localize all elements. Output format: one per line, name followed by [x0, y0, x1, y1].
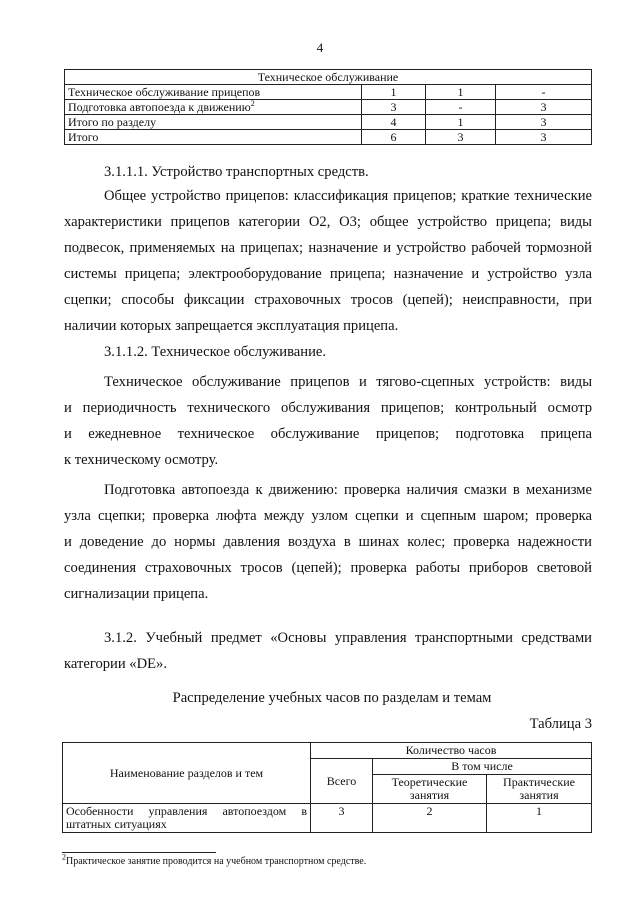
paragraph-line: Техническое обслуживание прицепов и тягово-сцепных устройств: виды	[104, 374, 592, 390]
row-total: 3	[362, 100, 426, 115]
col-header-name: Наименование разделов и тем	[63, 743, 311, 804]
paragraph-line: и доведение до нормы давления воздуха в шинах колес; проверка надежности	[64, 534, 592, 550]
paragraph-line: узла сцепки; проверка люфта между узлом сцепки и сцепным шаром; проверка	[64, 508, 592, 524]
row-name: Особенности управления автопоездом в штатных ситуациях	[63, 804, 311, 833]
table-row	[65, 115, 592, 130]
section-heading-3112: 3.1.1.2. Техническое обслуживание.	[104, 344, 326, 360]
paragraph-line: наличии которых запрещается эксплуатация прицепа.	[64, 318, 399, 334]
row-theory: 1	[426, 85, 496, 100]
row-total: 6	[362, 130, 426, 145]
table-caption: Таблица 3	[529, 716, 592, 732]
row-name: Итого по разделу	[65, 115, 362, 130]
row-practice: 3	[496, 100, 592, 115]
page-number: 4	[316, 40, 324, 55]
row-name-cell	[65, 100, 362, 115]
row-practice: -	[496, 85, 592, 100]
row-name: Итого	[65, 130, 362, 145]
section-heading-3111: 3.1.1.1. Устройство транспортных средств.	[104, 164, 369, 180]
paragraph-line: соединения страховочных тросов (цепей); проверка работы приборов световой	[64, 560, 592, 576]
row-theory: 1	[426, 115, 496, 130]
table-row	[65, 100, 592, 115]
row-total: 3	[311, 804, 373, 833]
row-theory: 2	[373, 804, 487, 833]
col-header-total: Всего	[311, 759, 373, 804]
table-row	[65, 85, 592, 100]
col-header-theory: Теоретические занятия	[373, 775, 487, 804]
section-heading-312: 3.1.2. Учебный предмет «Основы управления транспортными средствами	[104, 630, 592, 646]
distribution-title: Распределение учебных часов по разделам и темам	[172, 690, 492, 706]
paragraph-line: к техническому осмотру.	[64, 452, 219, 468]
table-header-row	[65, 70, 592, 85]
col-header-including: В том числе	[373, 759, 592, 775]
footnote-mark: 2	[62, 852, 66, 862]
paragraph-line: сигнализации прицепа.	[64, 586, 209, 602]
paragraph-line: Общее устройство прицепов: классификация прицепов; краткие технические	[104, 188, 592, 204]
table-row	[65, 130, 592, 145]
table-row	[63, 804, 592, 833]
footnote-divider	[62, 852, 216, 853]
row-practice: 3	[496, 130, 592, 145]
footnote-ref: 2	[250, 98, 255, 108]
row-total: 1	[362, 85, 426, 100]
row-total: 4	[362, 115, 426, 130]
row-name: Техническое обслуживание прицепов	[65, 85, 362, 100]
row-practice: 3	[496, 115, 592, 130]
paragraph-line: и периодичность технического обслуживания прицепов; контрольный осмотр	[64, 400, 592, 416]
hours-distribution-table	[62, 742, 592, 833]
row-name: Подготовка автопоезда к движению	[68, 99, 251, 114]
table-section-header: Техническое обслуживание	[65, 70, 592, 85]
footnote-text: Практическое занятие проводится на учебном транспортном средстве.	[66, 856, 367, 867]
section-heading-312-cont: категории «DE».	[64, 656, 168, 672]
row-theory: 3	[426, 130, 496, 145]
footnote	[62, 852, 367, 867]
paragraph-line: сцепки; способы фиксации страховочных тросов (цепей); неисправности, при	[64, 292, 592, 308]
paragraph-line: системы прицепа; электрооборудование прицепа; назначение и устройство узла	[64, 266, 592, 282]
paragraph-line: характеристики прицепов категории О2, О3; общее устройство прицепа; виды	[64, 214, 592, 230]
col-header-hours: Количество часов	[311, 743, 592, 759]
row-theory: -	[426, 100, 496, 115]
row-practice: 1	[487, 804, 592, 833]
paragraph-line: подвесок, применяемых на прицепах; назначение и устройство рабочей тормозной	[64, 240, 592, 256]
col-header-practice: Практические занятия	[487, 775, 592, 804]
paragraph-line: Подготовка автопоезда к движению: проверка наличия смазки в механизме	[104, 482, 592, 498]
maintenance-table	[64, 69, 592, 145]
paragraph-line: и ежедневное техническое обслуживание прицепов; подготовка прицепа	[64, 426, 592, 442]
